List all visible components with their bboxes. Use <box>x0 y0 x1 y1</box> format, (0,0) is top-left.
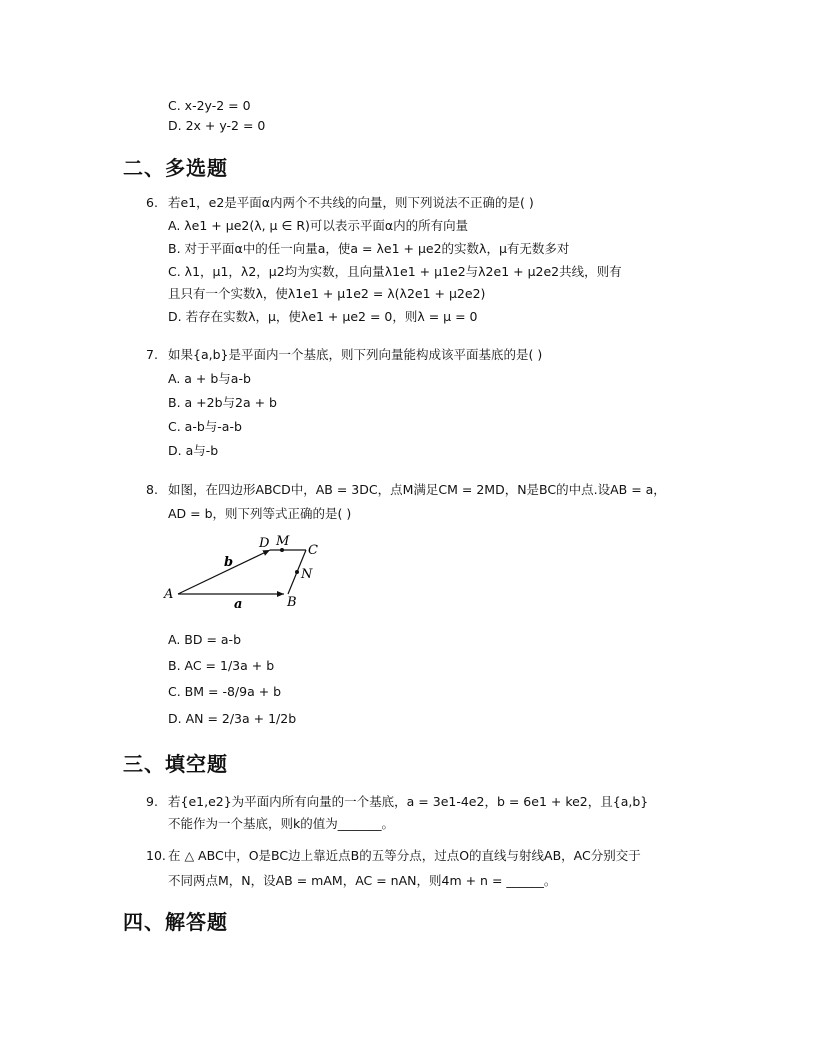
q9-number: 9. <box>146 794 158 809</box>
q8-option-b: B. AC = 1/3a + b <box>168 658 275 673</box>
q5-option-d: D. 2x + y-2 = 0 <box>168 118 266 133</box>
q8-option-c: C. BM = -8/9a + b <box>168 684 282 699</box>
q5-option-c: C. x-2y-2 = 0 <box>168 98 251 113</box>
q8-option-d: D. AN = 2/3a + 1/2b <box>168 711 297 726</box>
section-heading-multiple-choice: 二、多选题 <box>123 156 228 180</box>
q6-option-c-line2: 且只有一个实数λ，使λ1e1 + μ1e2 = λ(λ2e1 + μ2e2) <box>168 286 486 301</box>
q8-number: 8. <box>146 482 158 497</box>
label-n: N <box>301 567 313 582</box>
q6-option-c-line1: C. λ1，μ1，λ2，μ2均为实数，且向量λ1e1 + μ1e2与λ2e1 + μ2e2共线，则有 <box>168 264 622 279</box>
q10-line2: 不同两点M，N，设AB = mAM，AC = nAN，则4m + n = ______。 <box>168 873 557 888</box>
quadrilateral-figure <box>160 532 330 612</box>
point-n <box>295 570 299 574</box>
q6-option-d: D. 若存在实数λ，μ，使λe1 + μe2 = 0，则λ = μ = 0 <box>168 309 478 324</box>
q6-option-a: A. λe1 + μe2(λ, μ ∈ R)可以表示平面α内的所有向量 <box>168 218 469 233</box>
label-b: B <box>287 595 297 610</box>
q6-number: 6. <box>146 195 158 210</box>
label-vector-a: a <box>234 597 243 612</box>
label-vector-b: b <box>224 555 234 570</box>
label-a: A <box>164 587 174 602</box>
q8-stem-line2: AD = b，则下列等式正确的是( ) <box>168 506 352 521</box>
q8-option-a: A. BD = a-b <box>168 632 242 647</box>
q9-line2: 不能作为一个基底，则k的值为_______。 <box>168 816 394 831</box>
label-c: C <box>308 543 318 558</box>
q10-number: 10. <box>146 848 166 863</box>
section-heading-fill-in: 三、填空题 <box>123 752 228 776</box>
q7-option-a: A. a + b与a-b <box>168 371 251 386</box>
q10-line1: 在 △ ABC中，O是BC边上靠近点B的五等分点，过点O的直线与射线AB，AC分别交于 <box>168 848 641 863</box>
q7-option-c: C. a-b与-a-b <box>168 419 242 434</box>
q8-stem-line1: 如图，在四边形ABCD中，AB = 3DC，点M满足CM = 2MD，N是BC的中点.设AB = a， <box>168 482 666 497</box>
section-heading-answer: 四、解答题 <box>123 910 228 934</box>
q9-line1: 若{e1,e2}为平面内所有向量的一个基底，a = 3e1-4e2，b = 6e1 + ke2，且{a,b} <box>168 794 649 809</box>
q6-stem: 若e1，e2是平面α内两个不共线的向量，则下列说法不正确的是( ) <box>168 195 534 210</box>
q7-option-d: D. a与-b <box>168 443 219 458</box>
q7-number: 7. <box>146 347 158 362</box>
label-d: D <box>259 536 270 551</box>
q7-option-b: B. a +2b与2a + b <box>168 395 277 410</box>
label-m: M <box>276 534 290 549</box>
q7-stem: 如果{a,b}是平面内一个基底，则下列向量能构成该平面基底的是( ) <box>168 347 543 362</box>
q6-option-b: B. 对于平面α中的任一向量a，使a = λe1 + μe2的实数λ，μ有无数多对 <box>168 241 570 256</box>
